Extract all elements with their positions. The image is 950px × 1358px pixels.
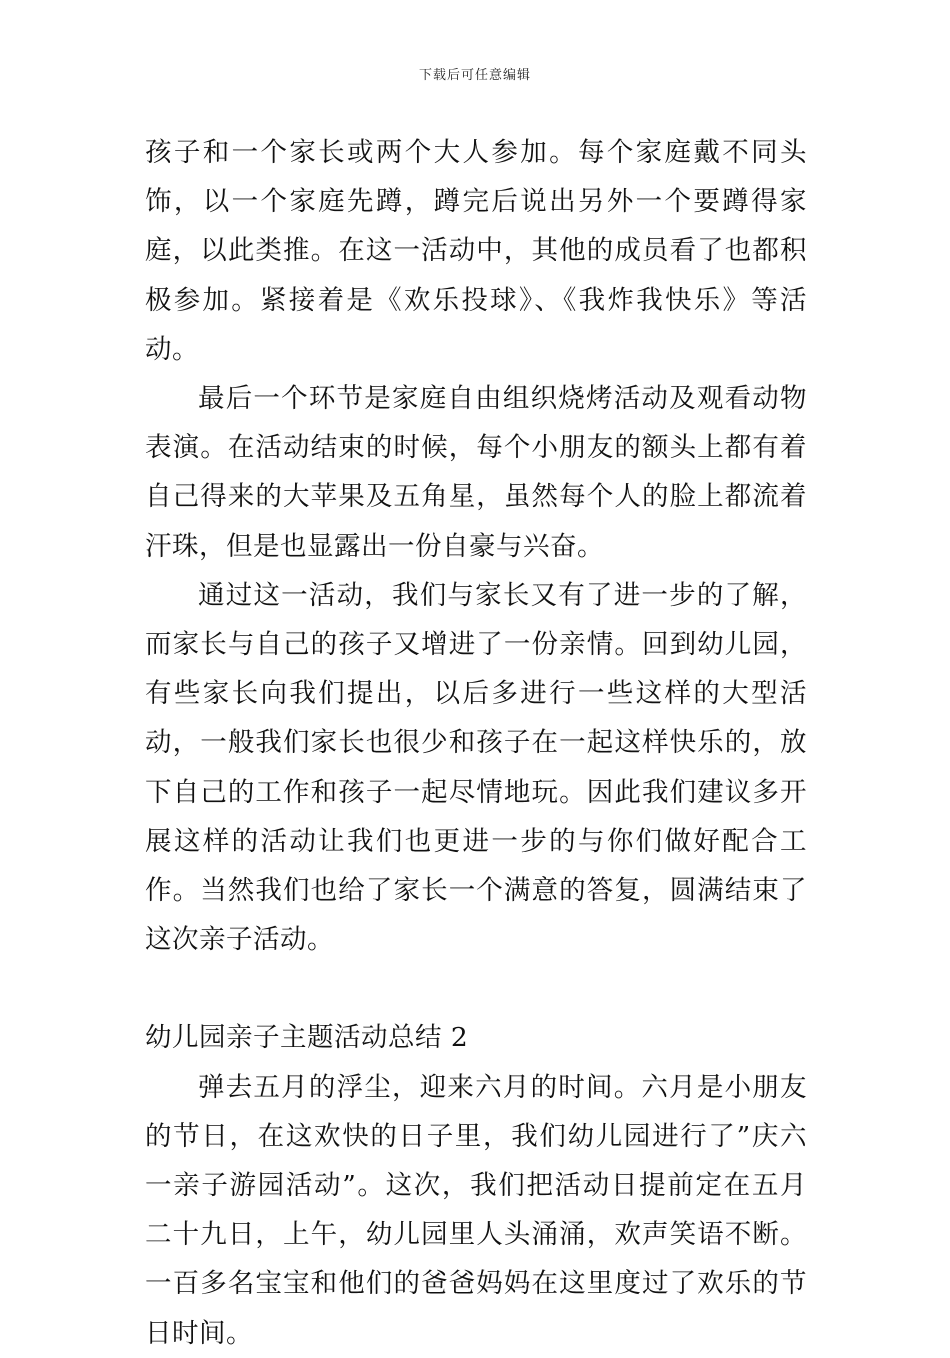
paragraph-final-segment: 最后一个环节是家庭自由组织烧烤活动及观看动物表演。在活动结束的时候，每个小朋友的额头上都有着自己得来的大苹果及五角星，虽然每个人的脸上都流着汗珠，但是也显露出一份自豪与兴奋。	[145, 383, 807, 562]
page-header-note: 下载后可任意编辑	[418, 68, 531, 83]
paragraph-section2-intro: 弹去五月的浮尘，迎来六月的时间。六月是小朋友的节日，在这欢快的日子里，我们幼儿园进行了”庆六一亲子游园活动”。这次，我们把活动日提前定在五月二十九日，上午，幼儿园里人头涌涌，欢声笑语不断。一百多名宝宝和他们的爸爸妈妈在这里度过了欢乐的节日时间。	[145, 1071, 807, 1349]
paragraph-summary: 通过这一活动，我们与家长又有了进一步的了解，而家长与自己的孩子又增进了一份亲情。回到幼儿园，有些家长向我们提出，以后多进行一些这样的大型活动，一般我们家长也很少和孩子在一起这样快乐的，放下自己的工作和孩子一起尽情地玩。因此我们建议多开展这样的活动让我们也更进一步的与你们做好配合工作。当然我们也给了家长一个满意的答复，圆满结束了这次亲子活动。	[145, 579, 807, 956]
paragraph-continuation: 孩子和一个家长或两个大人参加。每个家庭戴不同头饰，以一个家庭先蹲，蹲完后说出另外一个要蹲得家庭，以此类推。在这一活动中，其他的成员看了也都积极参加。紧接着是《欢乐投球》、《我炸我快乐》等活动。	[145, 137, 807, 365]
section-heading: 幼儿园亲子主题活动总结 2	[145, 1022, 469, 1054]
document-body	[145, 128, 807, 1358]
